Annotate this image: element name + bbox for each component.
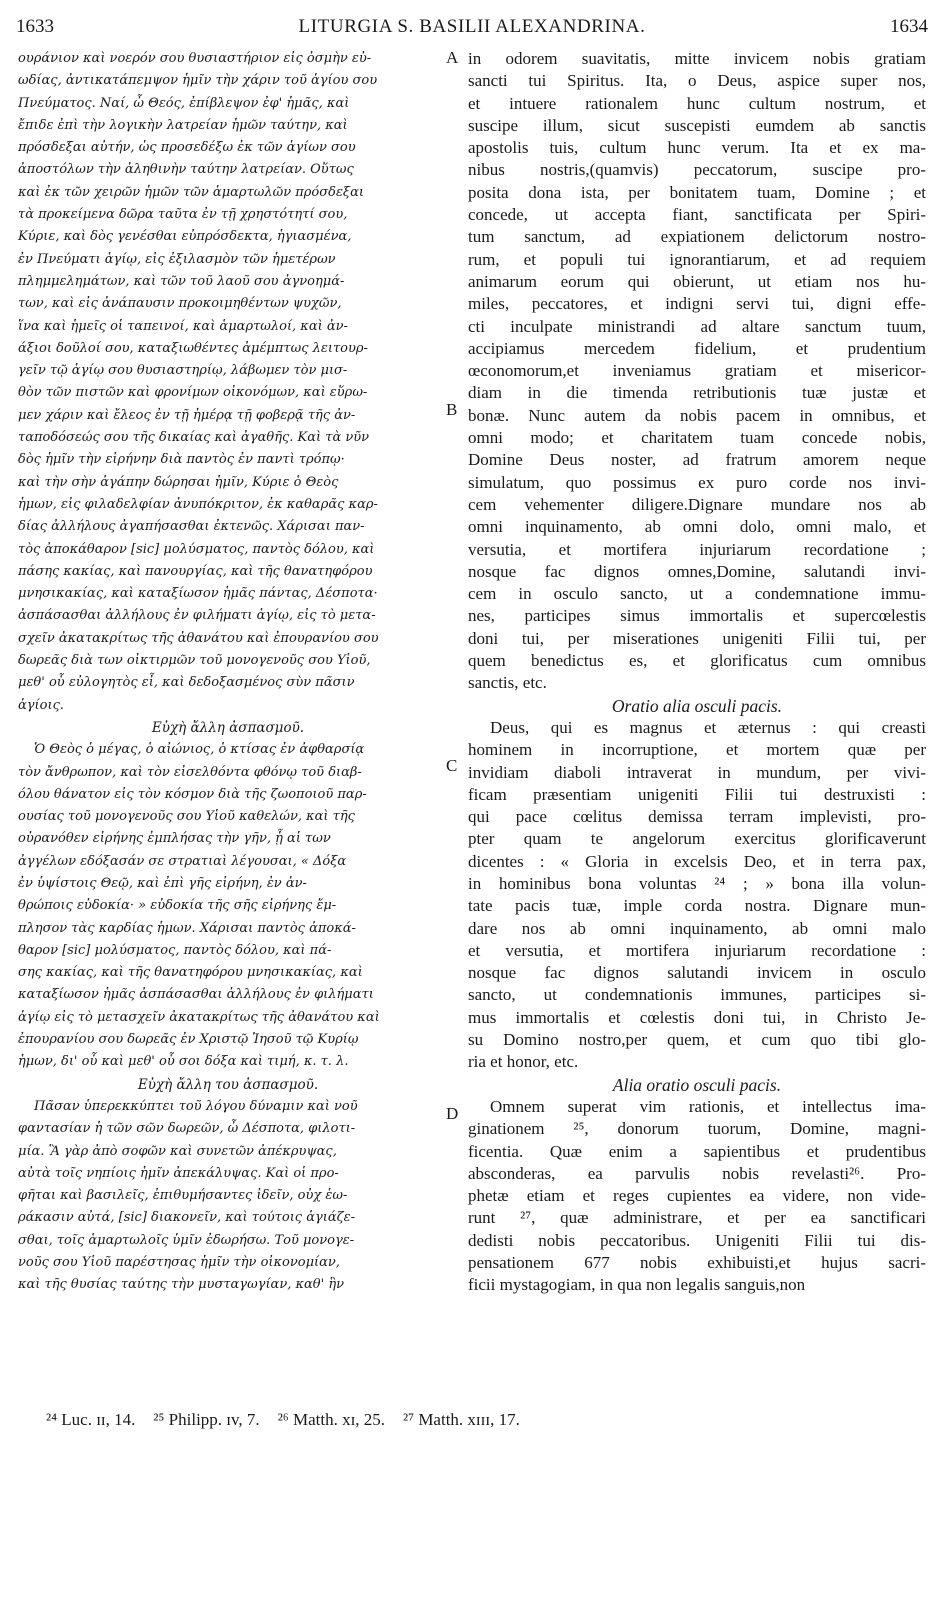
latin-text-line: pensationem 677 nobis exhibuisti,et hujus sacri-	[468, 1253, 926, 1273]
greek-text-line: ταποδόσεώς σου τῆς δικαίας καὶ ἀγαθῆς. Καὶ τὰ νῦν	[18, 430, 370, 446]
footnote: ²⁷ Matth. xɪɪɪ, 17.	[403, 1410, 520, 1429]
greek-text-line: σχεῖν ἀκατακρίτως τῆς ἀθανάτου καὶ ἐπουρανίου σου	[18, 630, 379, 646]
greek-text-line: ωδίας, ἀντικατάπεμψον ἡμῖν τὴν χάριν τοῦ ἁγίου σου	[18, 73, 378, 89]
greek-text-line: μνησικακίας, καὶ καταξίωσον ἡμᾶς πάντας, Δέσποτα·	[18, 586, 378, 602]
greek-text-line: άξιοι δοῦλοί σου, καταξιωθέντες ἀμέμπτως λειτουρ-	[18, 340, 368, 356]
latin-text-line: Deus, qui es magnus et æternus : qui creasti	[490, 717, 926, 737]
latin-text-line: runt ²⁷, quæ administrare, et per ea sanctificari	[468, 1208, 926, 1228]
latin-text-line: accipiamus mercedem fidelium, et prudentium	[468, 338, 926, 358]
latin-text-line: cem in osculo sancto, ut a condemnatione immu-	[468, 584, 926, 604]
latin-text-line: miles, peccatores, et indigni servi tui, digni effe-	[468, 294, 926, 314]
latin-text-line: hominem in incorruptione, et mortem quæ per	[468, 740, 926, 760]
latin-text-line: pter quam te angelorum exercitus glorificaverunt	[468, 829, 926, 849]
latin-text-line: animarum eorum qui obierunt, ut etiam nos hu-	[468, 271, 926, 291]
latin-text-line: dare nos ab omni inquinamento, ab omni malo	[468, 918, 926, 938]
latin-text-line: tate pacis tuæ, imple corda nostra. Dignare mun-	[468, 896, 926, 916]
greek-text-line: ἡμων, εἰς φιλαδελφίαν ἀνυπόκριτον, ἐκ καθαρᾶς καρ-	[18, 496, 378, 512]
column-marker-b: B	[446, 400, 458, 419]
footnote: ²⁴ Luc. ɪɪ, 14.	[46, 1410, 136, 1429]
column-marker-a: A	[446, 48, 459, 67]
latin-text-line: nes, participes simus immortalis et supercœlestis	[468, 606, 926, 626]
greek-text-line: δὸς ἡμῖν τὴν εἰρήνην διὰ παντὸς ἐν παντὶ τρόπῳ·	[18, 452, 345, 468]
footnote: ²⁶ Matth. xɪ, 25.	[277, 1410, 386, 1429]
latin-text-line: rum, et populi tui ignorantiarum, et ad requiem	[468, 249, 926, 269]
greek-text-line: δίας ἀλλήλους ἀγαπήσασθαι ἐκτενῶς. Χάρισαι παν-	[18, 519, 365, 535]
latin-text-line: et intuere rationalem hunc cultum nostrum, et	[468, 93, 926, 113]
running-title: LITURGIA S. BASILII ALEXANDRINA.	[298, 16, 646, 37]
latin-text-line: qui pace cœlitus demissa terram implevisti, pro-	[468, 807, 926, 827]
greek-text-line: Κύριε, καὶ δὸς γενέσθαι εὐπρόσδεκτα, ἡγιασμένα,	[18, 229, 352, 245]
column-marker-c: C	[446, 756, 458, 775]
footnote: ²⁵ Philipp. ɪv, 7.	[153, 1410, 260, 1429]
latin-text-line: sancto, ut condemnationis immunes, participes si-	[468, 985, 926, 1005]
greek-text-line: αὐτὰ τοῖς νηπίοις ἡμῖν ἀπεκάλυψας. Καὶ οἱ προ-	[18, 1165, 339, 1181]
greek-text-line: πλημμελημάτων, καὶ τῶν τοῦ λαοῦ σου ἀγνοημά-	[18, 273, 345, 289]
greek-text-line: ἵνα καὶ ἡμεῖς οἱ ταπεινοί, καὶ ἁμαρτωλοί, καὶ ἀν-	[18, 318, 348, 334]
greek-text-line: ἀποστόλων τὴν ἀληθινὴν ταύτην λατρείαν. Οὕτως	[18, 162, 354, 178]
greek-text-line: θὸν τῶν πιστῶν καὶ φρονίμων οἰκονόμων, καὶ εὕρω-	[18, 385, 368, 401]
latin-text-line: ginationem ²⁵, donorum tuorum, Domine, magni-	[468, 1119, 926, 1139]
greek-text-line: οὐρανόθεν εἰρήνης ἐμπλήσας τὴν γῆν, ᾗ αἱ των	[18, 831, 331, 847]
greek-text-line: των, καὶ εἰς ἀνάπαυσιν προκοιμηθέντων ψυχῶν,	[18, 296, 342, 312]
greek-text-line: νοῦς σου Υἱοῦ παρέστησας ἡμῖν τὴν οἰκονομίαν,	[18, 1255, 340, 1271]
latin-heading: Alia oratio osculi pacis.	[612, 1074, 782, 1095]
greek-text-line: γεῖν τῷ ἁγίῳ σου θυσιαστηρίῳ, λάβωμεν τὸν μισ-	[18, 363, 348, 379]
greek-text-line: θρώποις εὐδοκία· » εὐδοκία τῆς σῆς εἰρήνης ἔμ-	[18, 898, 337, 914]
greek-text-line: σης κακίας, καὶ τῆς θανατηφόρου μνησικακίας, καὶ	[18, 965, 363, 981]
latin-text-line: dedisti nobis peccatoribus. Unigeniti Filii tui dis-	[468, 1230, 926, 1250]
greek-text-line: ουράνιον καὶ νοερόν σου θυσιαστήριον εἰς ὀσμὴν εὐ-	[18, 51, 372, 66]
latin-text-line: nosque fac dignos salutandi invicem in osculo	[468, 963, 926, 983]
latin-text-line: in hominibus bona voluntas ²⁴ ; » bona illa volun-	[468, 873, 926, 893]
greek-text-line: ἐν Πνεύματι ἁγίῳ, εἰς ἐξιλασμὸν τῶν ἡμετέρων	[18, 251, 336, 267]
greek-text-line: δωρεᾶς διὰ των οἰκτιρμῶν τοῦ μονογενοῦς σου Υἱοῦ,	[18, 653, 371, 669]
latin-text-line: simulatum, quo possimus ex puro corde nos invi-	[468, 472, 926, 492]
greek-text-line: θαρον [sic] μολύσματος, παντὸς δόλου, καὶ πά-	[18, 942, 332, 958]
greek-text-line: ράκασιν αὐτά, [sic] διακονεῖν, καὶ τούτοις ἁγιάζε-	[18, 1210, 356, 1226]
greek-text-line: ἐν ὑψίστοις Θεῷ, καὶ ἐπὶ γῆς εἰρήνη, ἐν ἀν-	[18, 875, 307, 891]
greek-text-line: ἡμων, δι' οὗ καὶ μεθ' οὗ σοι δόξα καὶ τιμή, κ. τ. λ.	[18, 1054, 349, 1070]
greek-text-line: πάσης κακίας, καὶ πανουργίας, καὶ τῆς θανατηφόρου	[18, 563, 373, 579]
latin-text-line: diam in die timenda retributionis tuæ justæ et	[468, 383, 926, 403]
page-number-right: 1634	[890, 16, 928, 37]
greek-text-line: ουσίας τοῦ μονογενοῦς σου Υἱοῦ καθελών, καὶ τῆς	[18, 809, 355, 825]
latin-text-line: et versutia, et mortifera injuriarum recordatione :	[468, 940, 926, 960]
greek-text-line: καταξίωσον ἡμᾶς ἀσπάσασθαι ἀλλήλους ἐν φιλήματι	[18, 987, 374, 1003]
greek-text-line: Πνεύματος. Ναί, ὦ Θεός, ἐπίβλεψον ἐφ' ἡμᾶς, καὶ	[18, 95, 350, 111]
latin-text-line: tum sanctum, ad expiationem delictorum nostro-	[468, 227, 926, 247]
greek-text-line: φῆται καὶ βασιλεῖς, ἐπιθυμήσαντες ἰδεῖν, οὐχ ἑω-	[18, 1188, 348, 1204]
greek-text-line: ἁγίῳ εἰς τὸ μετασχεῖν ἀκατακρίτως τῆς ἀθανάτου καὶ	[18, 1009, 380, 1025]
latin-heading: Oratio alia osculi pacis.	[611, 695, 783, 716]
latin-text-line: suscipe illum, sicut suscepisti eumdem ab sanctis	[468, 115, 926, 135]
greek-heading: Εὐχὴ ἄλλη του ἀσπασμοῦ.	[137, 1076, 319, 1093]
latin-text-line: in odorem suavitatis, mitte invicem nobis gratiam	[468, 49, 926, 68]
greek-text-line: ἀσπάσασθαι ἀλλήλους ἐν φιλήματι ἁγίῳ, εἰς τὸ μετα-	[18, 608, 376, 624]
latin-text-line: concede, ut accepta fiant, sanctificata per Spiri-	[468, 205, 926, 225]
greek-text-line: πρόσδεξαι αὐτήν, ὡς προσεδέξω ἐκ τῶν ἁγίων σου	[18, 140, 356, 156]
latin-text-line: ficam præsentiam unigeniti Filii tui destruxisti :	[468, 784, 926, 804]
latin-text-line: posita dona ista, per bonitatem tuam, Domine ; et	[468, 182, 926, 202]
greek-heading: Εὐχὴ ἄλλη ἀσπασμοῦ.	[151, 719, 305, 736]
latin-text-line: ficentia. Quæ enim a sapientibus et prudentibus	[468, 1141, 926, 1161]
footnotes	[46, 1410, 538, 1430]
latin-text-line: versutia, et mortifera injuriarum recordatione ;	[468, 539, 926, 559]
page-number-left: 1633	[16, 16, 54, 37]
latin-text-line: invidiam diaboli intraverat in mundum, per vivi-	[468, 762, 926, 782]
latin-text-line: nosque fac dignos omnes,Domine, salutandi invi-	[468, 561, 926, 581]
latin-text-line: Omnem superat vim rationis, et intellectus ima-	[490, 1096, 926, 1116]
greek-text-line: Ὁ Θεὸς ὁ μέγας, ὁ αἰώνιος, ὁ κτίσας ἐν ἀφθαρσίᾳ	[34, 742, 365, 758]
latin-text-line: su Domino nostro,per quem, et cum quo tibi glo-	[468, 1030, 926, 1050]
greek-text-line: μεν χάριν καὶ ἔλεος ἐν τῇ ἡμέρᾳ τῇ φοβερᾷ τῆς ἀν-	[18, 407, 356, 423]
column-marker-d: D	[446, 1104, 459, 1123]
latin-text-line: phetæ etiam et reges cupientes ea videre, non vide-	[468, 1186, 926, 1206]
latin-text-line: sancti tui Spiritus. Ita, o Deus, aspice super nos,	[468, 71, 926, 91]
greek-text-line: φαντασίαν ἡ τῶν σῶν δωρεῶν, ὦ Δέσποτα, φιλοτι-	[18, 1121, 356, 1137]
greek-column	[18, 48, 438, 1297]
greek-text-line: μία. Ἃ γὰρ ἀπὸ σοφῶν καὶ συνετῶν ἀπέκρυψας,	[18, 1143, 337, 1159]
latin-text-line: bonæ. Nunc autem da nobis pacem in omnibus, et	[468, 405, 926, 425]
latin-text-line: œconomorum,et inveniamus gratiam et misericor-	[468, 361, 926, 381]
greek-text-line: ἁγίοις.	[18, 697, 64, 713]
page-header	[16, 10, 928, 42]
latin-text-line: omni modo; et charitatem tuam concede nobis,	[468, 428, 926, 448]
greek-text-line: τὸν ἄνθρωπον, καὶ τὸν εἰσελθόντα φθόνῳ τοῦ διαβ-	[18, 764, 362, 780]
latin-text-line: cem vehementer diligere.Dignare mundare nos ab	[468, 494, 926, 514]
latin-text-line: omni inquinamento, ab omni dolo, omni malo, et	[468, 517, 926, 537]
latin-text-line: cti inculpate ministrandi ad altare sanctum tuum,	[468, 316, 926, 336]
greek-text-line: ἐπουρανίου σου δωρεᾶς ἐν Χριστῷ Ἰησοῦ τῷ Κυρίῳ	[18, 1032, 359, 1048]
latin-text-line: dicentes : « Gloria in excelsis Deo, et in terra pax,	[468, 851, 926, 871]
latin-text-line: nibus nostris,(quamvis) peccatorum, suscipe pro-	[468, 160, 926, 180]
latin-text-line: Domine Deus noster, ad fratrum amorem neque	[468, 450, 926, 470]
greek-text-line: τὰ προκείμενα δῶρα ταῦτα ἐν τῇ χρηστότητί σου,	[18, 207, 348, 223]
latin-text-line: sanctis, etc.	[468, 673, 547, 693]
greek-text-line: Πᾶσαν ὑπερεκκύπτει τοῦ λόγου δύναμιν καὶ νοῦ	[34, 1098, 358, 1114]
greek-text-line: καὶ τῆς θυσίας ταύτης τὴν μυσταγωγίαν, καθ' ἣν	[18, 1277, 345, 1293]
greek-text-line: πλησον τὰς καρδίας ἡμων. Χάρισαι παντὸς ἀποκά-	[18, 920, 356, 936]
latin-text-line: absconderas, ea parvulis nobis revelasti²⁶. Pro-	[468, 1163, 926, 1183]
greek-text-line: ἀγγέλων εδόξασάν σε στρατιαὶ λέγουσαι, « Δόξα	[18, 853, 347, 869]
latin-text-line: doni tui, per miserationes unigeniti Filii tui, per	[468, 628, 926, 648]
greek-text-line: σθαι, τοῖς ἁμαρτωλοῖς ὑμῖν ἐδωρήσω. Τοῦ μονογε-	[18, 1232, 355, 1248]
latin-text-line: quem benedictus es, et glorificatus cum omnibus	[468, 651, 926, 671]
latin-column	[468, 48, 926, 1297]
latin-text-line: ficii mystagogiam, in qua non legalis sanguis,non	[468, 1275, 806, 1295]
greek-text-line: τὸς ἀποκάθαρον [sic] μολύσματος, παντὸς δόλου, καὶ	[18, 541, 375, 557]
greek-text-line: μεθ' οὗ εὐλογητὸς εἶ, καὶ δεδοξασμένος σὺν πᾶσιν	[18, 675, 355, 691]
latin-text-line: mus immortalis et cœlestis doni tui, in Christo Je-	[468, 1007, 926, 1027]
greek-text-line: όλου θάνατον εἰς τὸν κόσμον διὰ τῆς ζωοποιοῦ παρ-	[18, 786, 367, 802]
latin-text-line: ria et honor, etc.	[468, 1052, 579, 1072]
latin-text-line: apostolis tuis, cultum hunc verum. Ita et ex ma-	[468, 138, 926, 158]
greek-text-line: καὶ τὴν σὴν ἀγάπην δώρησαι ἡμῖν, Κύριε ὁ Θεὸς	[18, 474, 339, 490]
greek-text-line: ἔπιδε ἐπὶ τὴν λογικὴν λατρείαν ἡμῶν ταύτην, καὶ	[18, 117, 348, 133]
greek-text-line: καὶ ἐκ τῶν χειρῶν ἡμῶν τῶν ἁμαρτωλῶν πρόσδεξαι	[18, 184, 364, 200]
